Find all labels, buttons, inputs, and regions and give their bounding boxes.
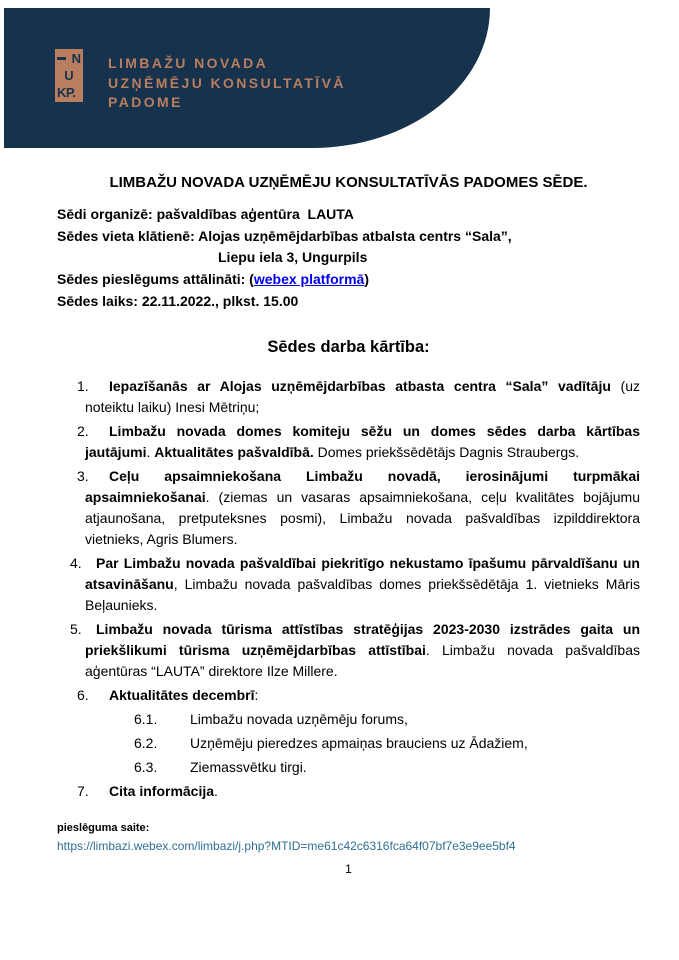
agenda-item [57,553,640,616]
agenda-item-text: Ziemassvētku tirgi. [190,758,307,775]
agenda-item [57,619,640,682]
connection-link-label: pieslēguma saite: [57,821,150,834]
meeting-venue-address: Liepu iela 3, Ungurpils [218,249,368,266]
agenda-list [57,376,640,802]
agenda-item-text: Limbažu novada uzņēmēju forums, [190,710,408,727]
agenda-item-number: 5. [70,620,82,637]
agenda-item-number: 6.1. [134,710,158,727]
agenda-item [57,781,640,802]
agenda-item-number: 7. [77,782,89,799]
agenda-item-number: 4. [70,554,82,571]
meeting-organizer: Sēdi organizē: pašvaldības aģentūra LAUTA [57,206,354,222]
agenda-item-number: 6. [77,686,89,703]
agenda-item [57,466,640,550]
remote-access-suffix: ) [364,271,369,288]
logo-line-2: UZŅĒMĒJU KONSULTATĪVĀ [108,74,346,91]
agenda-item-text: Aktualitātes decembrī: [109,686,259,703]
agenda-item [57,376,640,418]
logo-line-3: PADOME [108,94,183,110]
webex-platform-link[interactable]: webex platformā [253,271,365,288]
agenda-item-text: Limbažu novada tūrisma attīstības stratēģijas 2023-2030 izstrādes gaita un priekšlikumi tūrisma uzņēmējdarbības attīstībai. Limbažu novada pašvaldības aģentūras “LAUTA” direktore Ilze Millere. [85,620,640,679]
monogram-letter-u: U [64,68,74,83]
agenda-item-text: Par Limbažu novada pašvaldībai piekritīgo nekustamo īpašumu pārvaldīšanu un atsavināšanu, Limbažu novada pašvaldības domes priekšsēdētāja 1. vietnieks Māris Beļaunieks. [85,554,640,613]
agenda-item-text: Iepazīšanās ar Alojas uzņēmējdarbības atbasta centra “Sala” vadītāju (uz noteiktu laiku) Inesi Mētriņu; [85,377,640,415]
agenda-subitem [57,733,640,754]
agenda-item-number: 6.2. [134,734,158,751]
logo-line-1: LIMBAŽU NOVADA [108,55,269,71]
agenda-item-text: Ceļu apsaimniekošana Limbažu novadā, ierosinājumi turpmākai apsaimniekošanai. (ziemas un vasaras apsaimniekošana, ceļu kvalitātes bojājumu atjaunošana, pretputeksnes posmi), Limbažu novada pašvaldības izpilddirektora vietnieks, Agris Blumers. [85,467,640,547]
agenda-item-text: Cita informācija. [109,782,218,799]
remote-access-prefix: Sēdes pieslēgums attālināti: ( [57,271,254,288]
webex-connection-url[interactable]: https://limbazi.webex.com/limbazi/j.php?MTID=me61c42c6316fca64f07bf7e3e9ee5bf4 [57,838,516,853]
agenda-item-number: 1. [77,377,89,394]
agenda-subitem [57,757,640,778]
page-number: 1 [345,861,352,876]
agenda-item-text: Uzņēmēju pieredzes apmaiņas brauciens uz Ādažiem, [190,734,528,751]
agenda-item-number: 2. [77,422,89,439]
meeting-remote-access [57,269,640,291]
meeting-venue: Sēdes vieta klātienē: Alojas uzņēmējdarbības atbalsta centrs “Sala”, [57,227,512,244]
monogram-letter-n: N [57,50,81,67]
meeting-details [57,204,640,313]
monogram-letters-kp: KP. [57,85,76,100]
agenda-item [57,685,640,706]
document-footer [57,820,640,855]
document-title: LIMBAŽU NOVADA UZŅĒMĒJU KONSULTATĪVĀS PADOMES SĒDE. [109,174,588,191]
agenda-item-text: Limbažu novada domes komiteju sēžu un domes sēdes darba kārtības jautājumi. Aktualitātes pašvaldībā. Domes priekšsēdētājs Dagnis Straubergs. [85,422,640,460]
agenda-item [57,421,640,463]
agenda-heading: Sēdes darba kārtība: [267,337,430,356]
agenda-item-number: 6.3. [134,758,158,775]
meeting-time: Sēdes laiks: 22.11.2022., plkst. 15.00 [57,292,299,309]
agenda-item-number: 3. [77,467,89,484]
agenda-subitem [57,709,640,730]
